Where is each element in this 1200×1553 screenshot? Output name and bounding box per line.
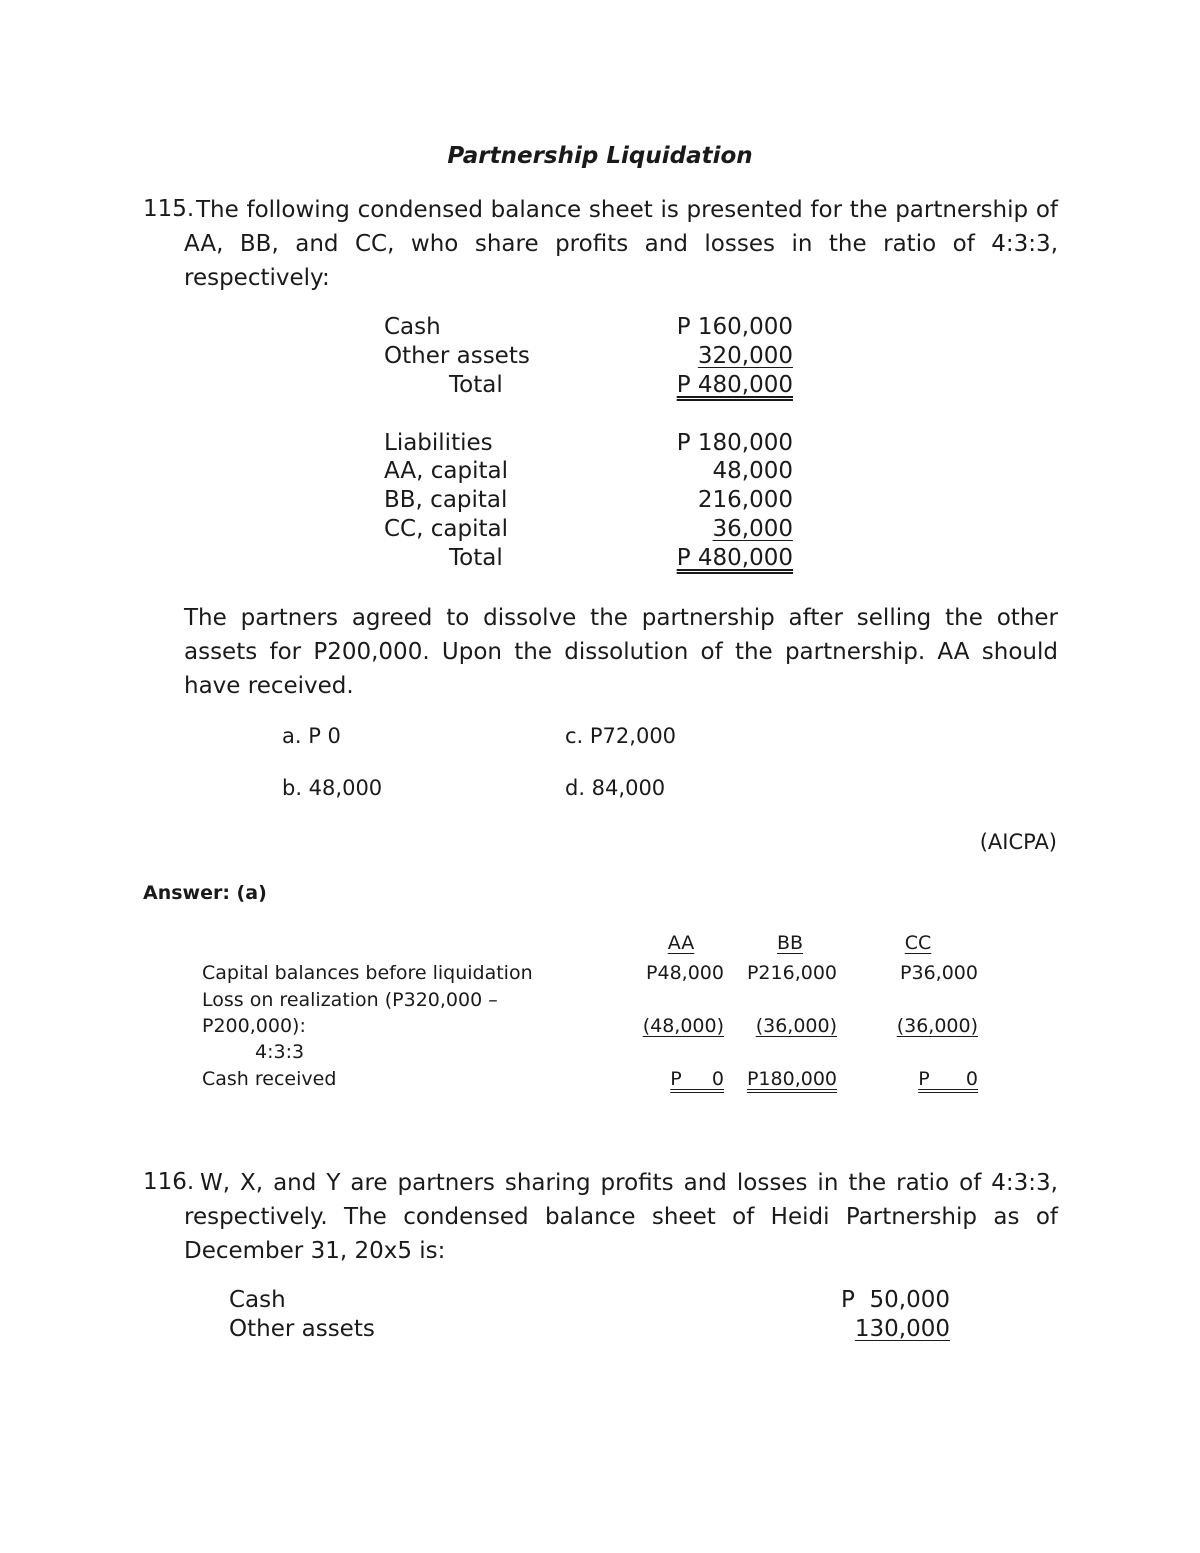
bs115-asset-amount (640, 343, 793, 369)
bs115-liab-amount (640, 516, 793, 542)
question-116-stem-text: W, X, and Y are partners sharing profits and losses in the ratio of 4:3:3, respectively. The condensed balance sheet of Heidi Partnership as of December 31, 20x5 is: (184, 1170, 1058, 1264)
bs115-asset-total-label: Total (449, 372, 503, 398)
bs115-liab-label: CC, capital (384, 516, 508, 542)
bs116-asset-label: Cash (229, 1287, 286, 1313)
bs115-liab-amount-value: 36,000 (712, 516, 793, 542)
option-c: c. P72,000 (565, 724, 677, 748)
bs115-liab-label: AA, capital (384, 458, 508, 484)
solution-row-label-cont: P200,000): (202, 1015, 306, 1037)
bs115-asset-total-amount (640, 372, 793, 398)
bs116-asset-amount (790, 1316, 950, 1342)
cash-aa: P 0 (670, 1068, 724, 1090)
page-title: Partnership Liquidation (447, 143, 753, 169)
question-number-115: 115. (143, 196, 195, 222)
solution-value-aa: P48,000 (646, 962, 724, 984)
solution-value-aa (624, 1068, 724, 1090)
option-d: d. 84,000 (565, 776, 666, 800)
bs115-liab-total-label: Total (449, 545, 503, 571)
cash-cc: P 0 (918, 1068, 978, 1090)
header-aa-text: AA (667, 932, 695, 954)
loss-cc: (36,000) (896, 1015, 978, 1037)
header-bb-text: BB (776, 932, 804, 954)
header-cc-text: CC (904, 932, 932, 954)
solution-value-bb (737, 1015, 837, 1037)
bs115-asset-total-value: P 480,000 (676, 372, 793, 398)
question-number-116: 116. (143, 1169, 195, 1195)
solution-value-bb: P216,000 (746, 962, 837, 984)
solution-header-bb (760, 932, 820, 954)
option-a: a. P 0 (282, 724, 341, 748)
question-116-stem (184, 1166, 1058, 1268)
bs115-liab-label: Liabilities (384, 430, 493, 456)
bs115-liab-amount: 216,000 (697, 487, 793, 513)
solution-row-ratio: 4:3:3 (255, 1041, 305, 1063)
bs115-asset-label: Cash (384, 314, 441, 340)
solution-row-label: Loss on realization (P320,000 – (202, 989, 498, 1011)
cash-bb: P180,000 (746, 1068, 837, 1090)
solution-value-bb (737, 1068, 837, 1090)
question-115-stem-text: The following condensed balance sheet is presented for the partnership of AA, BB, and CC, who share profits and losses in the ratio of 4:3:3, respectively: (184, 197, 1058, 291)
answer-label: Answer: (a) (143, 882, 267, 904)
bs115-liab-amount: P 180,000 (676, 430, 793, 456)
bs115-asset-amount: P 160,000 (676, 314, 793, 340)
solution-row-label: Capital balances before liquidation (202, 962, 533, 984)
option-b: b. 48,000 (282, 776, 383, 800)
solution-value-cc: P36,000 (900, 962, 978, 984)
solution-header-aa (651, 932, 711, 954)
bs115-liab-amount: 48,000 (712, 458, 793, 484)
bs116-asset-amount: P 50,000 (841, 1287, 950, 1313)
solution-value-aa (624, 1015, 724, 1037)
solution-value-cc (878, 1068, 978, 1090)
bs115-asset-label: Other assets (384, 343, 530, 369)
solution-header-cc (888, 932, 948, 954)
loss-aa: (48,000) (642, 1015, 724, 1037)
question-115-stem (184, 193, 1058, 295)
bs115-liab-total-amount (640, 545, 793, 571)
bs116-other-assets-value: 130,000 (854, 1316, 950, 1342)
bs115-liab-total-value: P 480,000 (676, 545, 793, 571)
question-115-prompt: The partners agreed to dissolve the partnership after selling the other assets for P200,000. Upon the dissolution of the partnership. AA should have received. (184, 605, 1058, 699)
bs115-asset-amount-value: 320,000 (697, 343, 793, 369)
loss-bb: (36,000) (755, 1015, 837, 1037)
bs116-asset-label: Other assets (229, 1316, 375, 1342)
solution-row-label: Cash received (202, 1068, 337, 1090)
solution-value-cc (878, 1015, 978, 1037)
source-citation: (AICPA) (979, 830, 1057, 854)
bs115-liab-label: BB, capital (384, 487, 508, 513)
